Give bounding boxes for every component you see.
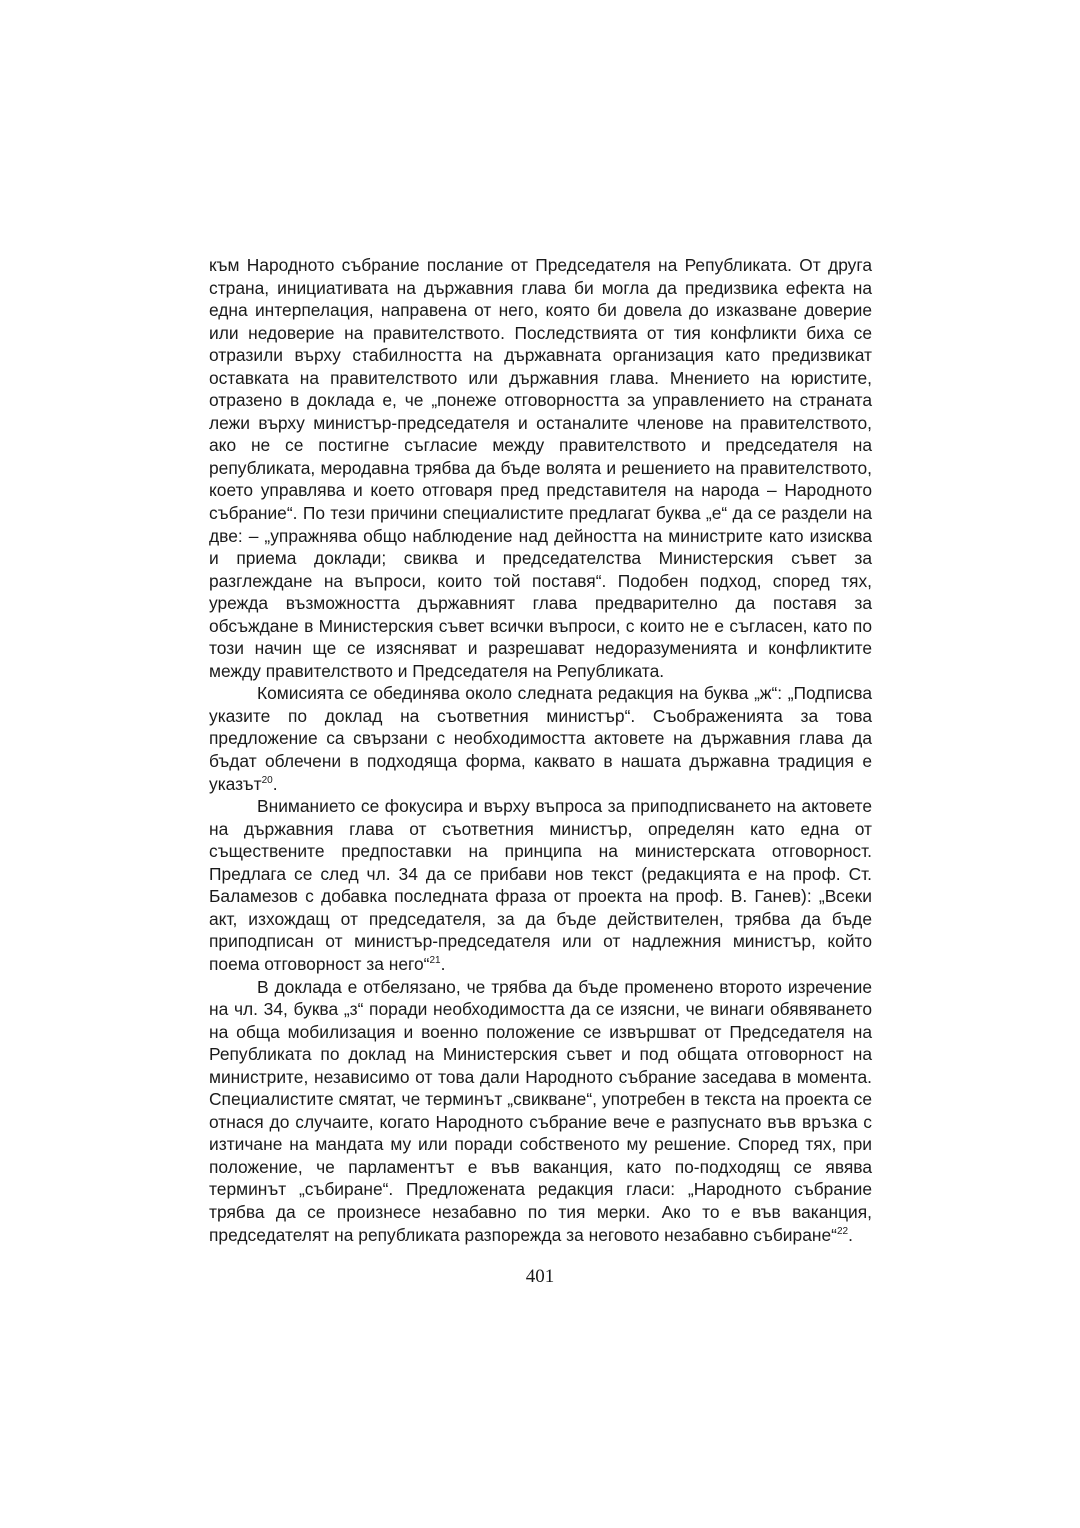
paragraph-3-tail: .: [440, 953, 446, 974]
paragraph-1-text: към Народното събрание послание от Председателя на Републиката. От друга страна, инициативата на държавния глава би могла да предизвика ефекта на една интерпелация, направена от него, която би довела до изказване доверие или недоверие на правителството. Последствията от тия конфликти биха се отразили върху стабилността на държавната организация като предизвикат оставката на правителството или държавния глава. Мнението на юристите, отразено в доклада е, че „понеже отговорността за управлението на страната лежи върху министър-председателя и останалите членове на правителството, ако не се постигне съгласие между правителството и председателя на републиката, меродавна трябва да бъде волята и решението на правителството, което управлява и което отговаря пред представителя на народа – Народното събрание“. По тези причини специалистите предлагат буква „е“ да се раздели на две: – „упражнява общо наблюдение над дейността на министрите като изисква и приема доклади; свиква и председателства Министерския съвет за разглеждане на въпроси, които той поставя“. Подобен подход, според тях, урежда възможността държавният глава предварително да поставя за обсъждане в Министерския съвет всички въпроси, с които не е съгласен, като по този начин ще се изясняват и разрешават недоразуменията и конфликтите между правителството и Председателя на Републиката.: [209, 255, 872, 681]
paragraph-3-text: Вниманието се фокусира и върху въпроса за приподписването на актовете на държавния глава от съответния министър, определян като една от съществените предпоставки на принципа на министерската отговорност. Предлага се след чл. 34 да се прибави нов текст (редакцията е на проф. Ст. Баламезов с добавка последната фраза от проекта на проф. В. Ганев): „Всеки акт, изхождащ от председателя, за да бъде действителен, трябва да бъде приподписан от министър-председателя или от надлежния министър, който поема отговорност за него“: [209, 796, 872, 974]
footnote-ref-21[interactable]: 21: [429, 955, 441, 967]
footnote-ref-22[interactable]: 22: [836, 1225, 849, 1237]
paragraph-2: [209, 682, 872, 795]
page-number: 401: [525, 1266, 555, 1287]
paragraph-4-tail: .: [848, 1224, 853, 1245]
paragraph-3: [209, 795, 872, 975]
paragraph-1: [209, 254, 872, 682]
paragraph-4: [209, 976, 872, 1247]
paragraph-2-text: Комисията се обединява около следната редакция на буква „ж“: „Подписва указите по доклад на съответния министър“. Съображенията за това предложение са свързани с необходимостта актовете на държавния глава да бъдат облечени в подходяща форма, каквато в нашата държавна традиция е указът: [209, 683, 872, 794]
body-text: [209, 254, 872, 1246]
paragraph-4-text: В доклада е отбелязано, че трябва да бъде променено второто изречение на чл. 34, буква „з“ поради необходимостта да се изясни, че винаги обявяването на обща мобилизация и военно положение се извършват от Председателя на Републиката по доклад на Министерския съвет и под общата отговорност на министрите, независимо от това дали Народното събрание заседава в момента. Специалистите смятат, че терминът „свикване“, употребен в текста на проекта се отнася до случаите, когато Народното събрание вече е разпуснато във връзка с изтичане на мандата му или поради собственото му решение. Според тях, при положение, че парламентът е във ваканция, като по-подходящ се явява терминът „събиране“. Предложената редакция гласи: „Народното събрание трябва да се произнесе незабавно по тия мерки. Ако то е във ваканция, председателят на републиката разпорежда за неговото незабавно събиране“: [209, 976, 872, 1245]
footnote-ref-20[interactable]: 20: [261, 774, 273, 786]
paragraph-2-tail: .: [272, 773, 278, 794]
